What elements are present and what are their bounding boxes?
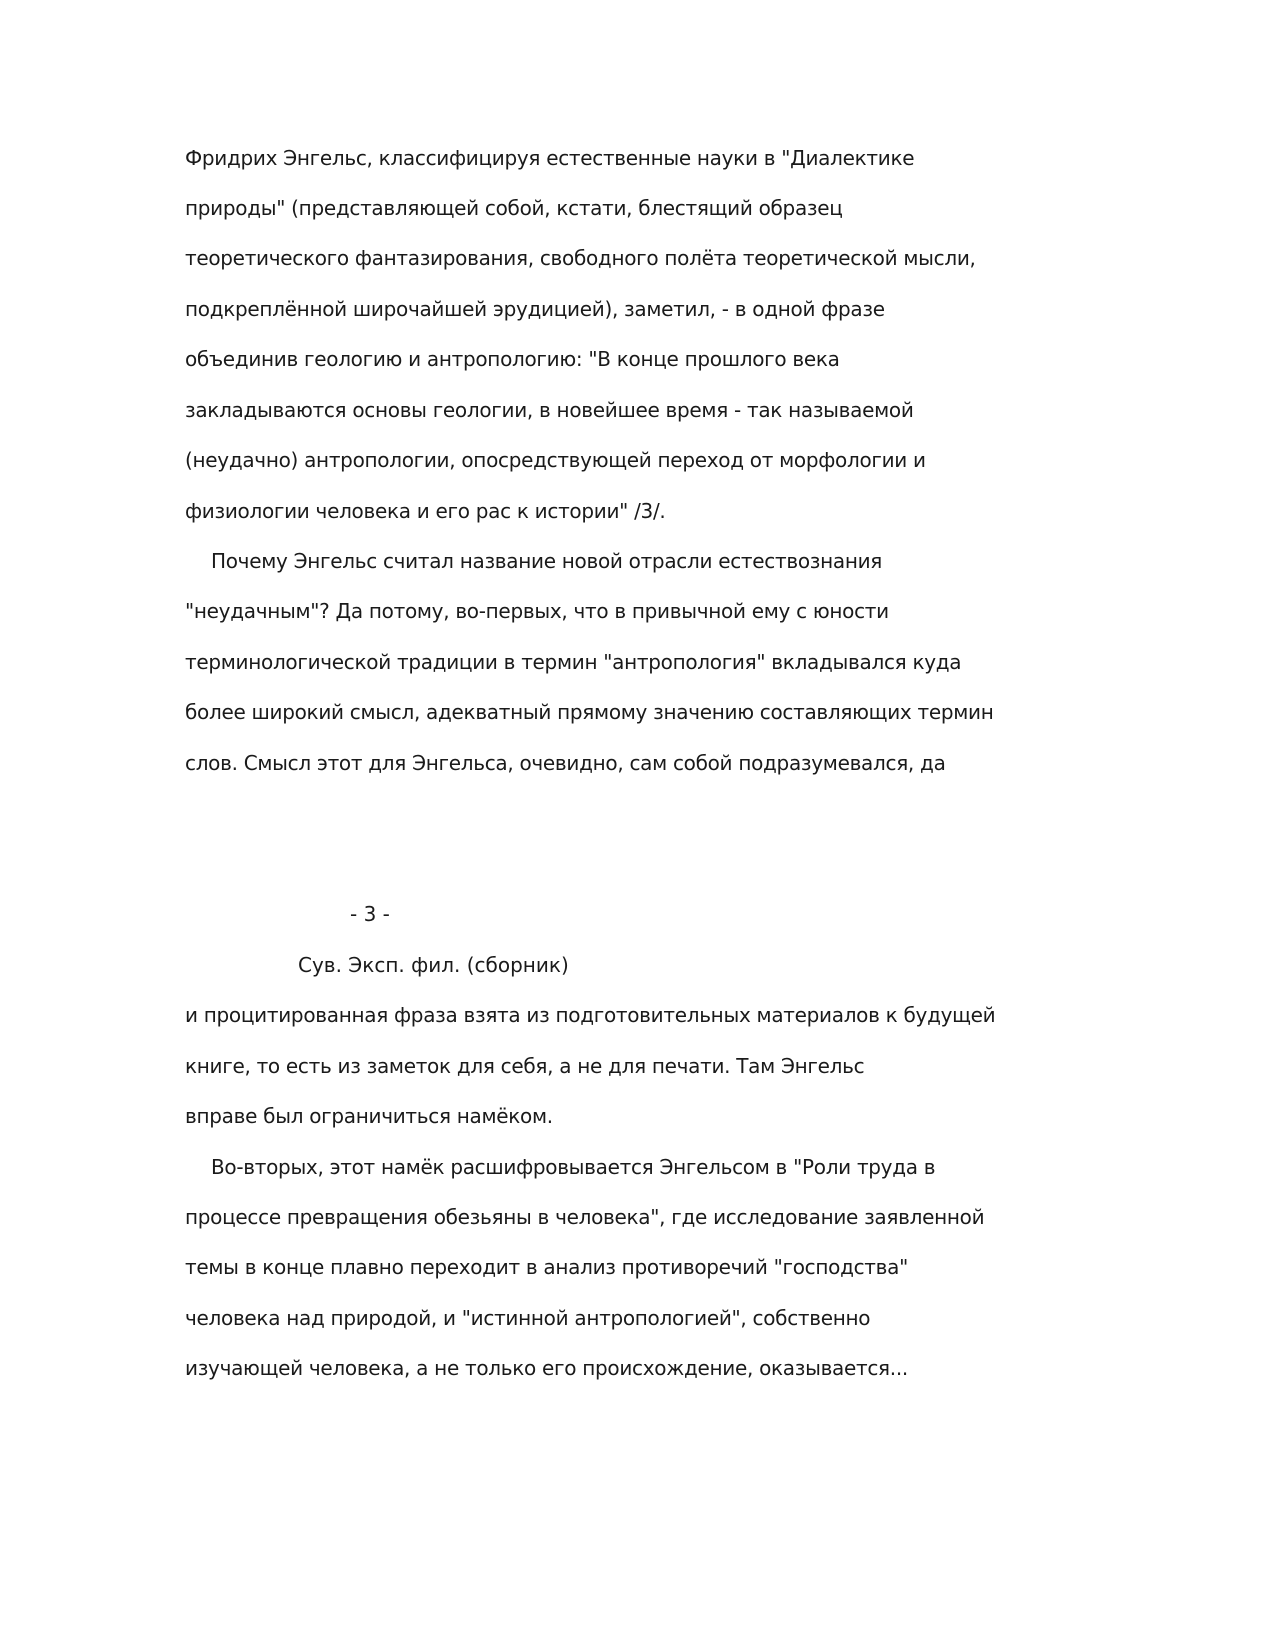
text-line: подкреплённой широчайшей эрудицией), заметил, - в одной фразе <box>185 297 885 321</box>
text-line: природы" (представляющей собой, кстати, блестящий образец <box>185 196 843 220</box>
text-line: процессе превращения обезьяны в человека", где исследование заявленной <box>185 1205 985 1229</box>
paragraph-start-line: Почему Энгельс считал название новой отрасли естествознания <box>211 549 883 573</box>
running-head: Сув. Эксп. фил. (сборник) <box>298 953 569 977</box>
text-line: объединив геологию и антропологию: "В конце прошлого века <box>185 347 840 371</box>
page-number: - 3 - <box>350 902 390 926</box>
text-line: и процитированная фраза взята из подготовительных материалов к будущей <box>185 1003 996 1027</box>
text-line: физиологии человека и его рас к истории" /3/. <box>185 499 666 523</box>
text-line: терминологической традиции в термин "антропология" вкладывался куда <box>185 650 962 674</box>
text-line: вправе был ограничиться намёком. <box>185 1104 553 1128</box>
text-line: слов. Смысл этот для Энгельса, очевидно, сам собой подразумевался, да <box>185 751 946 775</box>
text-line: закладываются основы геологии, в новейшее время - так называемой <box>185 398 914 422</box>
text-line: более широкий смысл, адекватный прямому значению составляющих термин <box>185 700 994 724</box>
text-line: теоретического фантазирования, свободного полёта теоретической мысли, <box>185 246 976 270</box>
paragraph-start-line: Во-вторых, этот намёк расшифровывается Энгельсом в "Роли труда в <box>211 1155 936 1179</box>
text-line: (неудачно) антропологии, опосредствующей переход от морфологии и <box>185 448 926 472</box>
text-line: человека над природой, и "истинной антропологией", собственно <box>185 1306 871 1330</box>
text-line: изучающей человека, а не только его происхождение, оказывается... <box>185 1356 908 1380</box>
text-line: Фридрих Энгельс, классифицируя естественные науки в "Диалектике <box>185 146 915 170</box>
text-line: темы в конце плавно переходит в анализ противоречий "господства" <box>185 1255 908 1279</box>
text-line: "неудачным"? Да потому, во-первых, что в привычной ему с юности <box>185 599 889 623</box>
text-line: книге, то есть из заметок для себя, а не для печати. Там Энгельс <box>185 1054 865 1078</box>
